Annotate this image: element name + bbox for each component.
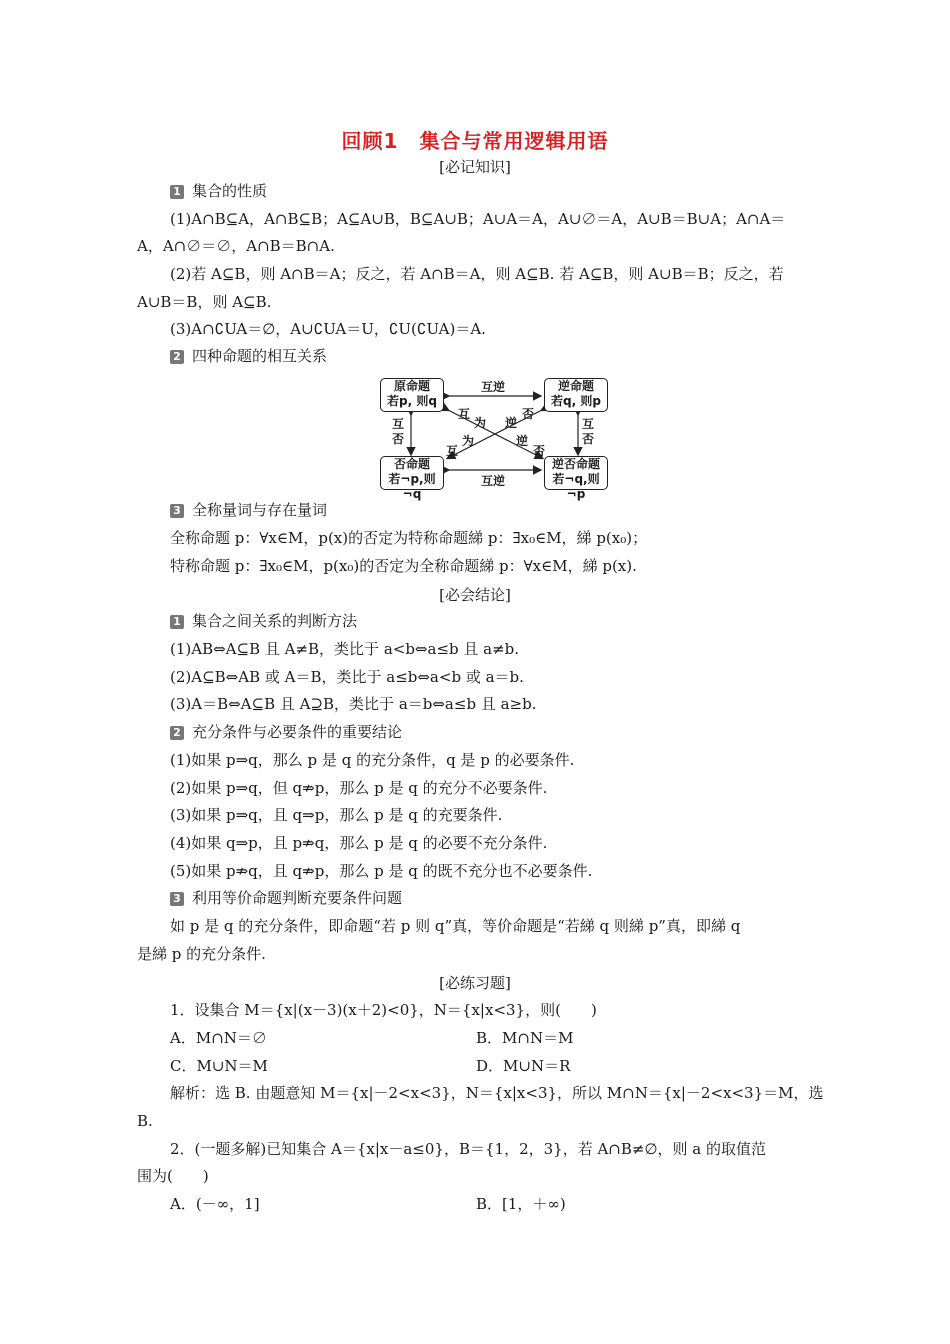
label-bottom-converse: 互逆 xyxy=(481,474,506,488)
question-2-option-b: B．[1，＋∞) xyxy=(476,1195,566,1213)
question-2-stem: 围为( ) xyxy=(137,1167,209,1185)
text-line: (1)AB⇔A⊆B 且 A≠B，类比于 a<b⇔a≤b 且 a≠b. xyxy=(170,640,520,658)
number-badge: 2 xyxy=(170,726,184,740)
text-line: (1)A∩B⊆A，A∩B⊆B；A⊆A∪B，B⊆A∪B；A∪A＝A，A∪∅＝A，A∪B＝B∪A；A∩A＝ xyxy=(170,210,786,228)
question-2-stem: 2．(一题多解)已知集合 A＝{x|x－a≤0}，B＝{1，2，3}，若 A∩B≠∅，则 a 的取值范 xyxy=(170,1140,767,1158)
box-inverse-proposition: 否命题 若¬p,则¬q xyxy=(380,456,444,490)
heading-four-propositions: 2 四种命题的相互关系 xyxy=(170,346,327,366)
label-cross: 否 xyxy=(522,407,535,421)
text-line: (2)A⊆B⇔AB 或 A＝B，类比于 a≤b⇔a<b 或 a＝b. xyxy=(170,668,524,686)
question-1-solution: 解析：选 B. 由题意知 M＝{x|－2<x<3}，N＝{x|x<3}，所以 M∩N＝{x|－2<x<3}＝M，选 xyxy=(170,1084,824,1102)
text-line: (3)A∩∁UA＝∅，A∪∁UA＝U，∁U(∁UA)＝A. xyxy=(170,320,486,338)
heading-quantifiers: 3 全称量词与存在量词 xyxy=(170,500,327,520)
question-1-option-c: C．M∪N＝M xyxy=(170,1057,268,1075)
question-1-solution: B. xyxy=(137,1112,153,1130)
label-cross: 逆 xyxy=(516,434,529,448)
box-original-proposition: 原命题 若p, 则q xyxy=(380,378,444,412)
label-left-negation: 互否 xyxy=(392,417,405,446)
section-must-practice: [必练习题] xyxy=(439,974,511,992)
text-line: 全称命题 p：∀x∈M，p(x)的否定为特称命题綈 p：∃x₀∈M，綈 p(x₀)； xyxy=(170,529,648,547)
text-line: (5)如果 p⇏q，且 q⇏p，那么 p 是 q 的既不充分也不必要条件. xyxy=(170,862,593,880)
label-cross: 为 xyxy=(462,434,475,448)
section-must-conclude: [必会结论] xyxy=(439,586,511,604)
label-cross: 逆 xyxy=(505,416,518,430)
box-converse-proposition: 逆命题 若q, 则p xyxy=(544,378,608,412)
text-line: A，A∩∅＝∅，A∩B＝B∩A. xyxy=(137,237,335,255)
text-line: (2)若 A⊆B，则 A∩B＝A；反之，若 A∩B＝A，则 A⊆B. 若 A⊆B，则 A∪B＝B；反之，若 xyxy=(170,265,784,283)
number-badge: 2 xyxy=(170,350,184,364)
text-line: (2)如果 p⇒q，但 q⇏p，那么 p 是 q 的充分不必要条件. xyxy=(170,779,548,797)
question-1-stem: 1．设集合 M＝{x|(x－3)(x＋2)<0}，N＝{x|x<3}，则( ) xyxy=(170,1001,597,1019)
text-line: 是綈 p 的充分条件. xyxy=(137,945,266,963)
page-title: 回顾1 集合与常用逻辑用语 xyxy=(341,129,609,153)
proposition-diagram xyxy=(378,372,608,501)
text-line: (4)如果 q⇒p，且 p⇏q，那么 p 是 q 的必要不充分条件. xyxy=(170,834,548,852)
text-line: 如 p 是 q 的充分条件，即命题“若 p 则 q”真，等价命题是“若綈 q 则綈 p”真，即綈 q xyxy=(170,917,741,935)
question-2-option-a: A．(－∞，1] xyxy=(170,1195,260,1213)
section-must-know: [必记知识] xyxy=(439,158,511,176)
text-line: 特称命题 p：∃x₀∈M，p(x₀)的否定为全称命题綈 p：∀x∈M，綈 p(x). xyxy=(170,557,637,575)
box-contrapositive-proposition: 逆否命题 若¬q,则¬p xyxy=(544,456,608,490)
text-line: A∪B＝B，则 A⊆B. xyxy=(137,293,272,311)
number-badge: 1 xyxy=(170,615,184,629)
number-badge: 1 xyxy=(170,185,184,199)
heading-set-properties: 1 集合的性质 xyxy=(170,181,267,201)
number-badge: 3 xyxy=(170,892,184,906)
text-line: (1)如果 p⇒q，那么 p 是 q 的充分条件，q 是 p 的必要条件. xyxy=(170,751,575,769)
label-top-converse: 互逆 xyxy=(481,380,506,394)
label-cross: 互 xyxy=(446,444,459,458)
label-right-negation: 互否 xyxy=(582,417,595,446)
label-cross: 否 xyxy=(533,444,546,458)
question-1-option-d: D．M∪N＝R xyxy=(476,1057,571,1075)
text-line: (3)如果 p⇒q，且 q⇒p，那么 p 是 q 的充要条件. xyxy=(170,806,503,824)
text-line: (3)A＝B⇔A⊆B 且 A⊇B，类比于 a＝b⇔a≤b 且 a≥b. xyxy=(170,695,537,713)
heading-equivalent-propositions: 3 利用等价命题判断充要条件问题 xyxy=(170,888,402,908)
number-badge: 3 xyxy=(170,504,184,518)
label-cross: 互 xyxy=(458,407,471,421)
question-1-option-b: B．M∩N＝M xyxy=(476,1029,574,1047)
heading-set-relations: 1 集合之间关系的判断方法 xyxy=(170,611,357,631)
label-cross: 为 xyxy=(474,416,487,430)
heading-sufficient-necessary: 2 充分条件与必要条件的重要结论 xyxy=(170,722,402,742)
question-1-option-a: A．M∩N＝∅ xyxy=(170,1029,267,1047)
